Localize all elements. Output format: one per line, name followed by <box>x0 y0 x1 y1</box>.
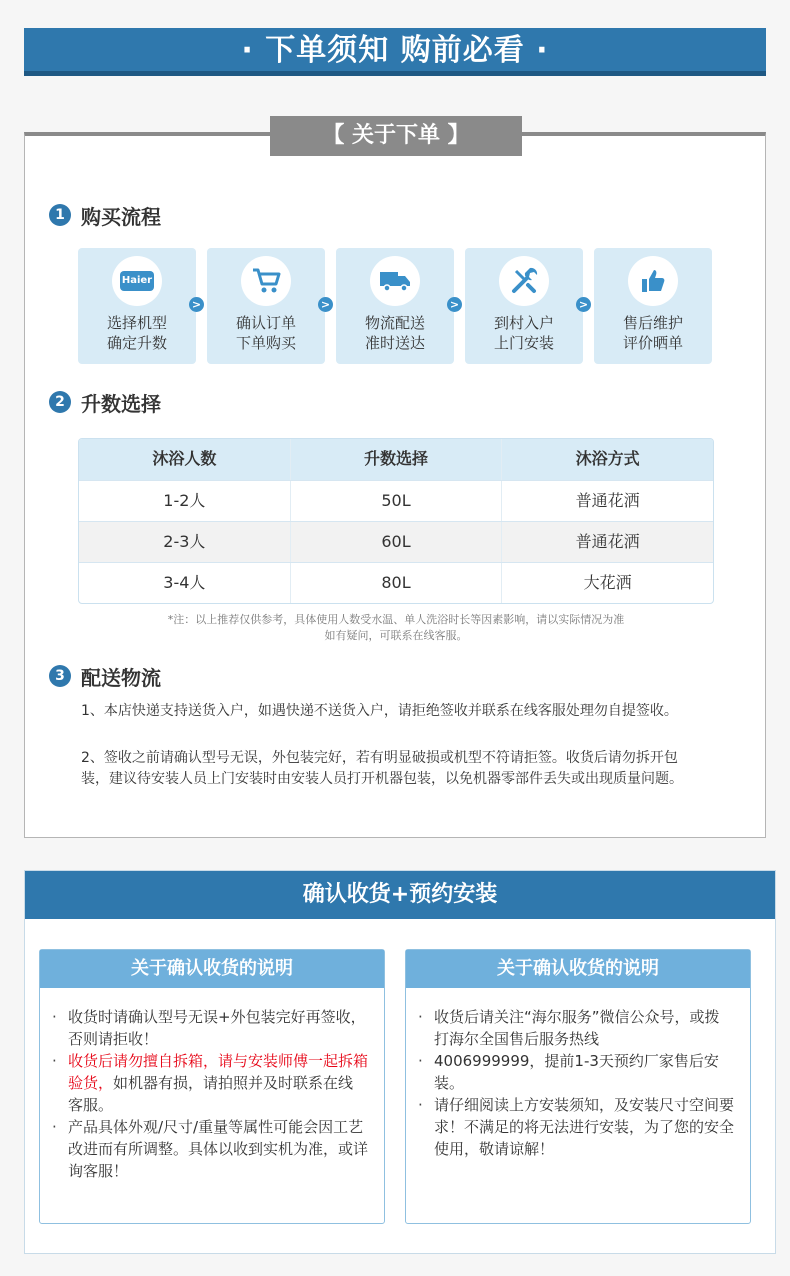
panel-title: 关于确认收货的说明 <box>406 950 750 988</box>
table-cell: 大花洒 <box>583 573 632 592</box>
table-note: *注：以上推荐仅供参考，具体使用人数受水温、单人洗浴时长等因素影响，请以实际情况为准 如有疑问，可联系在线客服。 <box>167 613 625 642</box>
column-header: 升数选择 <box>291 439 503 480</box>
section-label: 配送物流 <box>81 665 161 690</box>
confirm-receipt-title: 确认收货+预约安装 <box>25 871 775 919</box>
haier-logo: Haier <box>120 271 154 291</box>
step-text: 确认订单 下单购买 <box>235 314 296 352</box>
order-section-title: 【 关于下单 】 <box>270 116 522 156</box>
table-cell: 1-2人 <box>79 481 291 521</box>
table-cell: 50L <box>291 481 503 521</box>
list-item: · 请仔细阅读上方安装须知，及安装尺寸空间要求！不满足的将无法进行安装，为了您的安全使用，敬请谅解！ <box>418 1096 735 1158</box>
table-cell: 2-3人 <box>79 522 291 562</box>
truck-icon <box>370 256 420 306</box>
chevron-right-icon: > <box>447 297 462 312</box>
step-text: 物流配送 准时送达 <box>364 314 425 352</box>
list-item: · 4006999999，提前1-3天预约厂家售后安装。 <box>418 1052 719 1092</box>
purchase-steps <box>78 248 714 364</box>
section-number: 2 <box>49 391 71 413</box>
order-info-box <box>24 123 766 838</box>
table-cell: 普通花洒 <box>575 532 640 551</box>
delivery-note-2: 2、签收之前请确认型号无误，外包装完好，若有明显破损或机型不符请拒签。收货后请勿拆开包装，建议待安装人员上门安装时由安装人员打开机器包装，以免机器零部件丢失或出现质量问题。 <box>81 750 683 787</box>
list-item: · 收货后请关注“海尔服务”微信公众号，或拨打海尔全国售后服务热线 <box>418 1008 720 1048</box>
step-select-model <box>78 248 196 364</box>
table-cell: 80L <box>291 563 503 604</box>
receipt-notes-panel-right <box>405 949 751 1224</box>
volume-selection-heading <box>49 389 161 415</box>
volume-table <box>78 438 714 604</box>
table-row <box>79 522 713 563</box>
table-row <box>79 563 713 604</box>
table-header-row <box>79 439 713 481</box>
cart-icon <box>241 256 291 306</box>
list-item: · 产品具体外观/尺寸/重量等属性可能会因工艺改进而有所调整。具体以收到实机为准，或详询客服！ <box>52 1118 369 1180</box>
chevron-right-icon: > <box>189 297 204 312</box>
step-confirm-order <box>207 248 325 364</box>
step-text: 选择机型 确定升数 <box>106 314 167 352</box>
table-row <box>79 481 713 522</box>
section-number: 1 <box>49 204 71 226</box>
purchase-process-heading <box>49 202 161 228</box>
table-cell: 3-4人 <box>79 563 291 604</box>
step-installation <box>465 248 583 364</box>
step-logistics <box>336 248 454 364</box>
column-header: 沐浴方式 <box>575 449 640 468</box>
list-item: · 收货时请确认型号无误+外包装完好再签收，否则请拒收！ <box>52 1008 366 1048</box>
section-label: 升数选择 <box>81 391 161 416</box>
panel-title: 关于确认收货的说明 <box>40 950 384 988</box>
section-number: 3 <box>49 665 71 687</box>
table-cell: 60L <box>291 522 503 562</box>
confirm-receipt-box <box>24 870 776 1254</box>
column-header: 沐浴人数 <box>79 439 291 480</box>
chevron-right-icon: > <box>318 297 333 312</box>
chevron-right-icon: > <box>576 297 591 312</box>
haier-logo-icon <box>112 256 162 306</box>
table-cell: 普通花洒 <box>575 491 640 510</box>
step-after-sales <box>594 248 712 364</box>
list-item: · 收货后请勿擅自拆箱，请与安装师傅一起拆箱验货，如机器有损，请拍照并及时联系在线客服。 <box>52 1052 369 1114</box>
tools-icon <box>499 256 549 306</box>
step-text: 售后维护 评价晒单 <box>622 314 683 352</box>
step-text: 到村入户 上门安装 <box>493 314 554 352</box>
receipt-notes-panel-left <box>39 949 385 1224</box>
delivery-note-1: 1、本店快递支持送货入户，如遇快递不送货入户，请拒绝签收并联系在线客服处理勿自提签收。 <box>81 703 678 719</box>
delivery-heading <box>49 663 161 689</box>
thumbs-up-icon <box>628 256 678 306</box>
section-label: 购买流程 <box>81 204 161 229</box>
page-banner: · 下单须知 购前必看 · <box>24 28 766 76</box>
